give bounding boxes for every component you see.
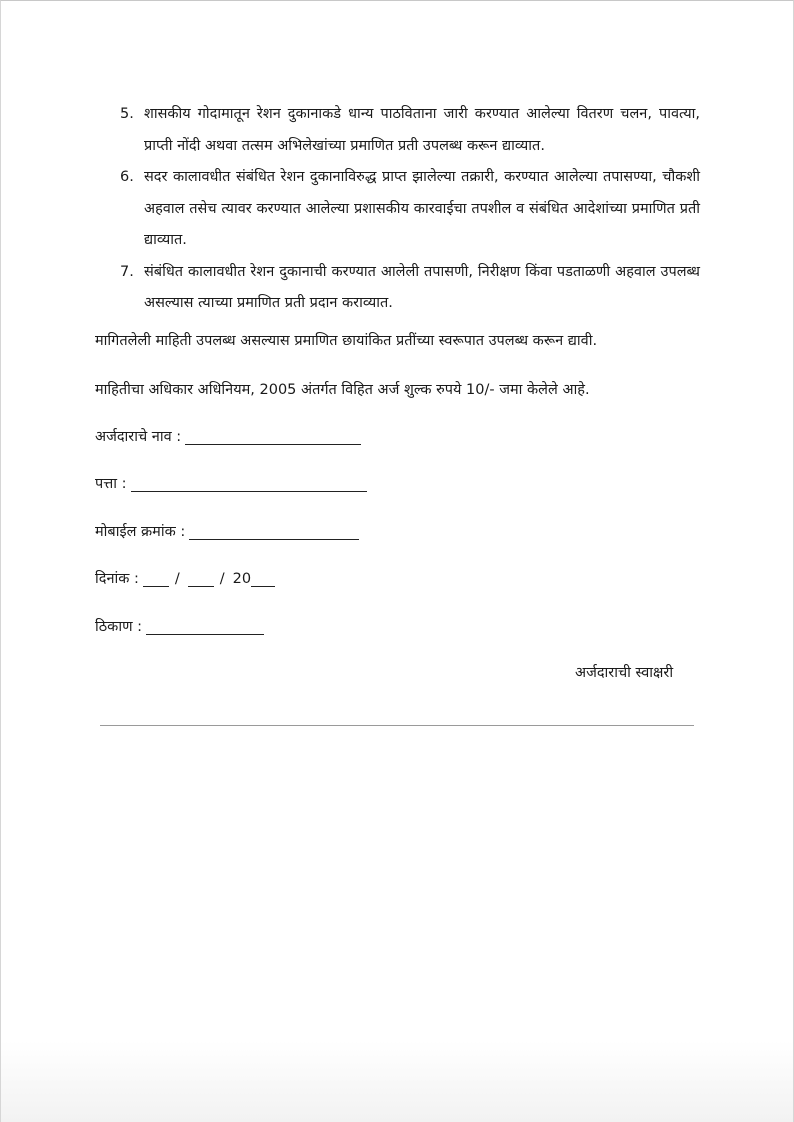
list-item-number: 6.: [120, 169, 134, 185]
list-item-number: 7.: [120, 263, 134, 280]
place-blank: [146, 618, 264, 635]
address-field: [95, 472, 367, 496]
list-item-text: सदर कालावधीत संबंधित रेशन दुकानाविरुद्ध प्राप्त झालेल्या तक्रारी, करण्यात आलेल्या तपासण्या, चौकशी अहवाल तसेच त्यावर करण्यात आलेल्या प्रशासकीय कारवाईचा तपशील व संबंधित आदेशांच्या प्रमाणित प्रती द्याव्यात.: [144, 169, 700, 248]
mobile-label: मोबाईल क्रमांक :: [95, 524, 186, 540]
list-item: [120, 257, 700, 320]
fee-paragraph: माहितीचा अधिकार अधिनियम, 2005 अंतर्गत विहित अर्ज शुल्क रुपये 10/- जमा केलेले आहे.: [95, 382, 590, 398]
date-field: [95, 567, 275, 591]
date-separator: /: [174, 571, 180, 587]
address-label: पत्ता :: [95, 476, 127, 492]
mobile-field: [95, 520, 359, 544]
place-field: [95, 615, 264, 639]
date-month-blank: [188, 570, 214, 587]
applicant-name-label: अर्जदाराचे नाव :: [95, 429, 182, 445]
address-blank: [131, 475, 367, 492]
date-year-prefix: 20: [232, 571, 252, 587]
date-year-blank: [251, 570, 275, 587]
certified-copies-paragraph: मागितलेली माहिती उपलब्ध असल्यास प्रमाणित छायांकित प्रतींच्या स्वरूपात उपलब्ध करून द्यावी.: [95, 333, 598, 349]
list-item-number: 5.: [120, 106, 134, 122]
date-day-blank: [143, 570, 169, 587]
list-item: [120, 99, 700, 162]
horizontal-divider: [100, 725, 694, 726]
mobile-blank: [189, 523, 359, 540]
place-label: ठिकाण :: [95, 619, 143, 635]
date-label: दिनांक :: [95, 571, 139, 587]
list-item: [120, 162, 700, 257]
applicant-name-blank: [185, 428, 361, 445]
request-list: [120, 99, 700, 320]
applicant-signature-label: अर्जदाराची स्वाक्षरी: [575, 665, 674, 681]
applicant-name-field: [95, 425, 361, 449]
list-item-text: संबंधित कालावधीत रेशन दुकानाची करण्यात आलेली तपासणी, निरीक्षण किंवा पडताळणी अहवाल उपलब्ध असल्यास त्याच्या प्रमाणित प्रती प्रदान कराव्यात.: [144, 263, 700, 311]
list-item-text: शासकीय गोदामातून रेशन दुकानाकडे धान्य पाठविताना जारी करण्यात आलेल्या वितरण चलन, पावत्या, प्राप्ती नोंदी अथवा तत्सम अभिलेखांच्या प्रमाणित प्रती उपलब्ध करून द्याव्यात.: [144, 106, 700, 154]
date-separator: /: [219, 571, 225, 587]
